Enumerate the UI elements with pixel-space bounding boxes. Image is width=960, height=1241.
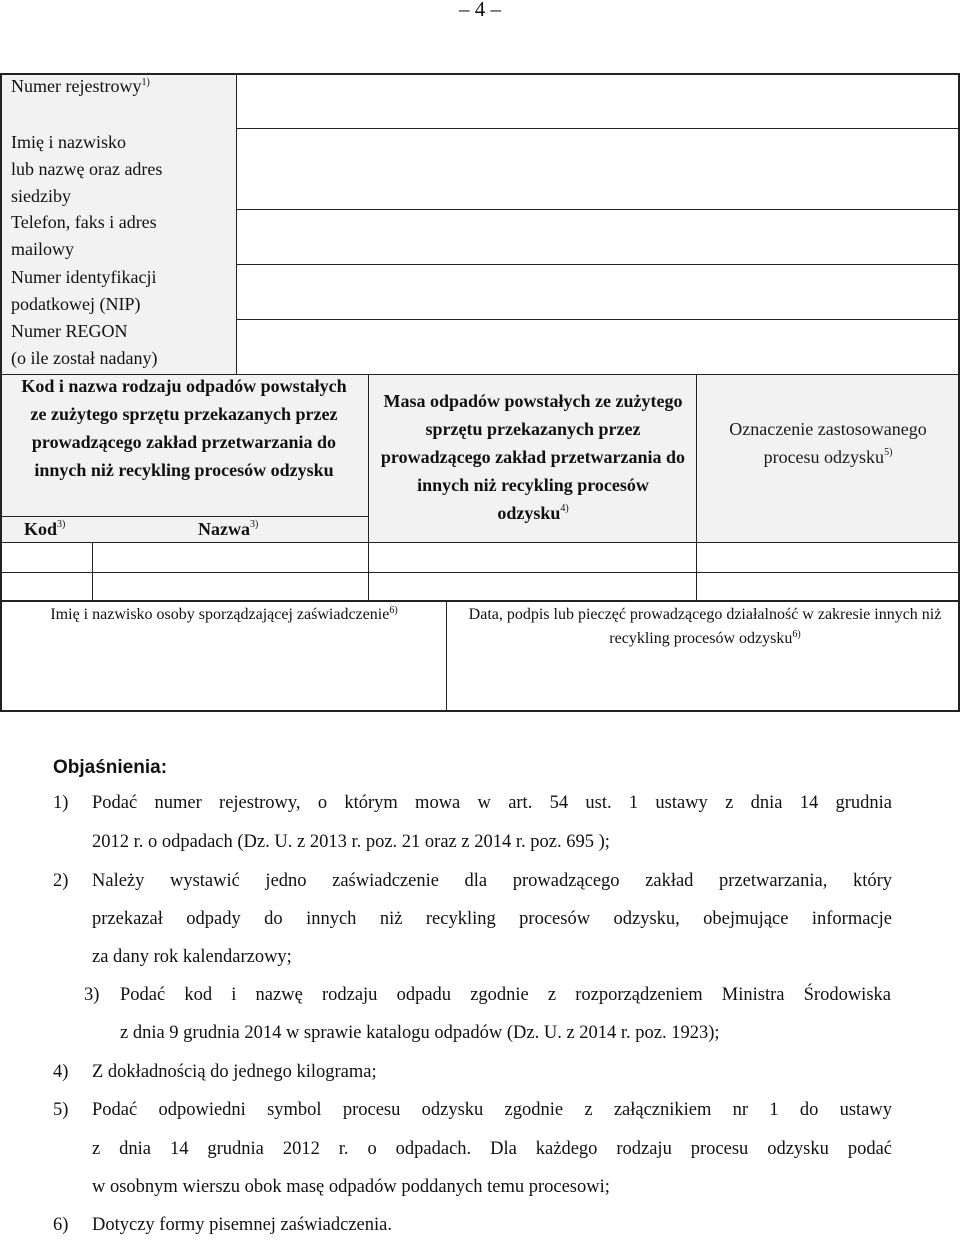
note-1-line-2: 2012 r. o odpadach (Dz. U. z 2013 r. poz. 21 oraz z 2014 r. poz. 695 ); (92, 832, 610, 852)
note-2-line-2: przekazał odpady do innych niż recykling procesów odzysku, obejmujące informacje (92, 909, 892, 929)
signature-stamp-label: Data, podpis lub pieczęć prowadzącego działalność w zakresie innych niż recykling procesów odzysku$^{6)}$ (468, 606, 942, 647)
note-5-line-3: w osobnym wierszu obok masę odpadów poddanych temu procesowi; (92, 1177, 610, 1197)
info-value-name-address[interactable] (237, 129, 959, 209)
note-3-line-2: z dnia 9 grudnia 2014 w sprawie katalogu odpadów (Dz. U. z 2014 r. poz. 1923); (120, 1023, 720, 1043)
signature-person-field[interactable] (1, 630, 445, 710)
info-value-registration-number[interactable] (237, 75, 959, 128)
waste-row2-process-cell[interactable] (697, 573, 960, 600)
info-label-name-address: Imię i nazwisko lub nazwę oraz adres siedziby (11, 132, 163, 206)
waste-row1-mass-cell[interactable] (369, 543, 696, 572)
info-label-regon: Numer REGON (o ile został nadany) (11, 321, 158, 368)
note-1-number: 1) (53, 793, 69, 813)
info-label-nip: Numer identyfikacji podatkowej (NIP) (11, 267, 157, 314)
waste-col2-header: Masa odpadów powstałych ze zużytego sprzętu przekazanych przez prowadzącego zakład przetwarzania do innych niż recykling procesów odzysku$^{4)}$ (380, 391, 686, 523)
note-6-number: 6) (53, 1215, 69, 1235)
waste-nazwa-header: Nazwa$^{3)}$ (198, 519, 259, 539)
signature-person-label: Imię i nazwisko osoby sporządzającej zaświadczenie$^{6)}$ (50, 605, 398, 623)
note-3-line-1: Podać kod i nazwę rodzaju odpadu zgodnie z rozporządzeniem Ministra Środowiska (120, 985, 891, 1005)
info-value-nip[interactable] (237, 265, 959, 319)
note-3-number: 3) (84, 985, 100, 1005)
page-number: – 4 – (459, 0, 501, 21)
explanations-title: Objaśnienia: (53, 757, 168, 778)
waste-row2-kod-cell[interactable] (0, 573, 92, 600)
note-4-line-1: Z dokładnością do jednego kilograma; (92, 1062, 377, 1082)
note-5-line-1: Podać odpowiedni symbol procesu odzysku zgodnie z załącznikiem nr 1 do ustawy (92, 1100, 892, 1120)
note-4-number: 4) (53, 1062, 69, 1082)
waste-col3-header: Oznaczenie zastosowanego procesu odzysku$^{5)}$ (729, 419, 927, 467)
note-2-line-3: za dany rok kalendarzowy; (92, 947, 292, 967)
waste-row2-mass-cell[interactable] (369, 573, 696, 600)
info-label-contact: Telefon, faks i adres mailowy (11, 212, 157, 259)
info-label-registration-number: Numer rejestrowy$^{1)}$ (11, 76, 150, 96)
waste-row1-process-cell[interactable] (697, 543, 960, 572)
note-2-number: 2) (53, 871, 69, 891)
waste-kod-header: Kod$^{3)}$ (24, 519, 66, 539)
note-2-line-1: Należy wystawić jedno zaświadczenie dla prowadzącego zakład przetwarzania, który (92, 871, 892, 891)
note-5-number: 5) (53, 1100, 69, 1120)
signature-stamp-field[interactable] (448, 655, 959, 710)
info-value-contact[interactable] (237, 210, 959, 264)
waste-row2-nazwa-cell[interactable] (93, 573, 368, 600)
info-value-regon[interactable] (237, 320, 959, 374)
waste-row1-nazwa-cell[interactable] (93, 543, 368, 572)
waste-col1-header: Kod i nazwa rodzaju odpadów powstałych ze zużytego sprzętu przekazanych przez prowadzącego zakład przetwarzania do innych niż recykling procesów odzysku (21, 376, 347, 480)
note-6-line-1: Dotyczy formy pisemnej zaświadczenia. (92, 1215, 392, 1235)
note-5-line-2: z dnia 14 grudnia 2012 r. o odpadach. Dla każdego rodzaju procesu odzysku podać (92, 1139, 892, 1159)
waste-row1-kod-cell[interactable] (0, 543, 92, 572)
note-1-line-1: Podać numer rejestrowy, o którym mowa w art. 54 ust. 1 ustawy z dnia 14 grudnia (92, 793, 892, 813)
